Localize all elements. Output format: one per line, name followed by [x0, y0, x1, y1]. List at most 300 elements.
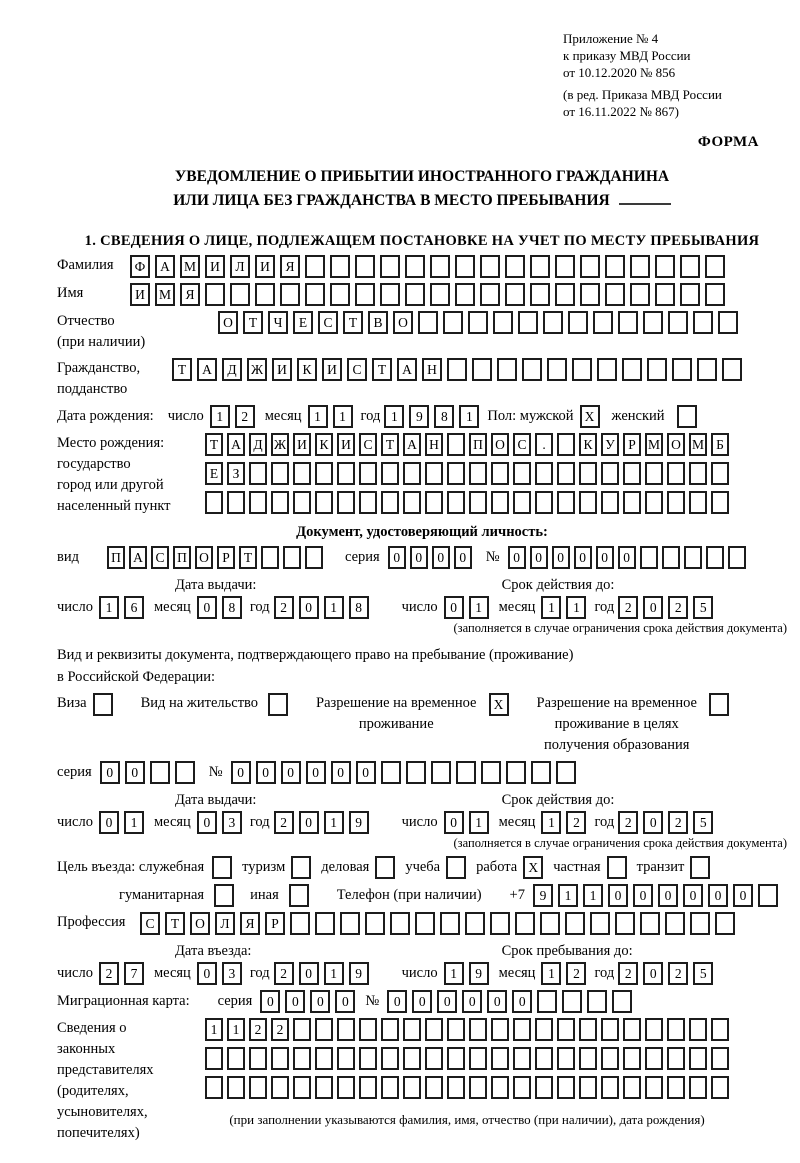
form-cell: [315, 462, 333, 485]
form-cell: 0: [388, 546, 406, 569]
form-cell: X: [489, 693, 509, 716]
entry-date-heading: Дата въезда:: [175, 943, 252, 959]
form-cell: Т: [381, 433, 399, 456]
form-cell: [601, 1076, 619, 1099]
year-label: год: [249, 965, 270, 981]
purpose-row: [57, 856, 787, 879]
doc-issue-month-cells: [197, 596, 242, 619]
form-cell: [446, 856, 466, 879]
form-cell: [271, 491, 289, 514]
form-cell: 0: [299, 596, 319, 619]
identity-doc-heading: Документ, удостоверяющий личность:: [296, 524, 548, 540]
purpose-official-checkbox: [212, 856, 232, 879]
form-cell: [405, 255, 425, 278]
form-cell: С: [347, 358, 367, 381]
validity-note: (заполняется в случае ограничения срока действия документа): [453, 621, 787, 635]
form-cell: [689, 462, 707, 485]
form-cell: [359, 1076, 377, 1099]
section1-heading: 1. СВЕДЕНИЯ О ЛИЦЕ, ПОДЛЕЖАЩЕМ ПОСТАНОВКЕ НА УЧЕТ ПО МЕСТУ ПРЕБЫВАНИЯ: [84, 233, 760, 249]
month-label: месяц: [498, 814, 536, 830]
migration-card-label: Миграционная карта:: [57, 993, 190, 1009]
purpose-private-label: частная: [553, 859, 601, 875]
form-cell: 1: [324, 811, 344, 834]
form-cell: [315, 491, 333, 514]
form-cell: [557, 433, 575, 456]
doc-valid-year-cells: [618, 596, 713, 619]
form-cell: [381, 462, 399, 485]
form-cell: [330, 255, 350, 278]
form-cell: [597, 358, 617, 381]
migration-card-series-cells: [260, 990, 355, 1013]
form-cell: С: [151, 546, 169, 569]
form-cell: [293, 1018, 311, 1041]
form-cell: [630, 255, 650, 278]
form-cell: Л: [230, 255, 250, 278]
form-cell: [150, 761, 170, 784]
form-cell: [645, 1047, 663, 1070]
form-cell: [337, 462, 355, 485]
form-cell: [557, 462, 575, 485]
form-cell: [615, 912, 635, 935]
form-cell: [447, 358, 467, 381]
sex-female-checkbox: [677, 405, 697, 428]
entry-stay-dates: [57, 942, 787, 985]
form-cell: В: [368, 311, 388, 334]
form-cell: [667, 462, 685, 485]
doc-issue-day-cells: [99, 596, 144, 619]
form-cell: 2: [618, 811, 638, 834]
profession-cells: [140, 912, 735, 935]
residence-valid-day-cells: [444, 811, 489, 834]
day-label: число: [57, 965, 93, 981]
temp-residence-checkbox: [489, 693, 509, 716]
sex-male-label: Пол: мужской: [487, 408, 574, 424]
temp-residence-edu-option: [537, 693, 729, 756]
form-cell: 2: [566, 962, 586, 985]
form-cell: [623, 1018, 641, 1041]
form-cell: 0: [99, 811, 119, 834]
form-cell: К: [297, 358, 317, 381]
form-cell: [214, 884, 234, 907]
migration-card-number-cells: [387, 990, 632, 1013]
annex-line-3: от 10.12.2020 № 856: [563, 65, 676, 80]
form-cell: [555, 255, 575, 278]
form-cell: [469, 491, 487, 514]
representatives-note: (при заполнении указываются фамилия, имя, отчество (при наличии), дата рождения): [229, 1112, 705, 1127]
form-cell: Т: [239, 546, 257, 569]
form-cell: 0: [306, 761, 326, 784]
patronymic-label: [57, 311, 218, 353]
entry-date-col: [57, 942, 369, 985]
form-cell: [680, 283, 700, 306]
form-cell: [271, 1047, 289, 1070]
birthplace-cells: [205, 433, 729, 514]
form-cell: [547, 358, 567, 381]
temp-residence-label-line-2: проживание: [358, 716, 434, 732]
form-cell: К: [579, 433, 597, 456]
form-cell: [513, 462, 531, 485]
form-cell: Б: [711, 433, 729, 456]
citizenship-label: [57, 358, 172, 400]
form-cell: [465, 912, 485, 935]
form-cell: [579, 1076, 597, 1099]
form-cell: 0: [708, 884, 728, 907]
form-cell: [249, 462, 267, 485]
form-cell: И: [322, 358, 342, 381]
surname-row: [57, 255, 787, 278]
form-cell: [643, 311, 663, 334]
form-cell: [469, 462, 487, 485]
form-cell: [455, 283, 475, 306]
year-label: год: [249, 599, 270, 615]
form-cell: [403, 1018, 421, 1041]
form-cell: 0: [618, 546, 636, 569]
citizenship-cells: [172, 358, 742, 381]
form-cell: 0: [356, 761, 376, 784]
day-label: число: [401, 965, 438, 981]
surname-cells: [130, 255, 725, 278]
birth-day-cells: [210, 405, 255, 428]
form-cell: [315, 1018, 333, 1041]
form-cell: 0: [410, 546, 428, 569]
residence-doc-types: [57, 693, 787, 756]
form-cell: [381, 761, 401, 784]
form-cell: [579, 491, 597, 514]
form-cell: [340, 912, 360, 935]
form-cell: [230, 283, 250, 306]
form-cell: [693, 311, 713, 334]
number-label: №: [208, 764, 223, 780]
form-cell: [430, 283, 450, 306]
form-cell: 0: [437, 990, 457, 1013]
temp-residence-label: [316, 693, 476, 735]
form-cell: [280, 283, 300, 306]
form-cell: 1: [444, 962, 464, 985]
form-cell: [555, 283, 575, 306]
month-label: месяц: [153, 599, 191, 615]
form-cell: [612, 990, 632, 1013]
form-cell: [227, 491, 245, 514]
form-cell: [540, 912, 560, 935]
form-cell: [593, 311, 613, 334]
form-cell: [535, 1018, 553, 1041]
residence-issue-year-cells: [274, 811, 369, 834]
form-cell: [645, 1018, 663, 1041]
doc-number-label: №: [485, 549, 500, 565]
purpose-tourism-label: туризм: [242, 859, 286, 875]
form-cell: 9: [349, 962, 369, 985]
form-cell: [93, 693, 113, 716]
birth-date-label: Дата рождения:: [57, 408, 154, 424]
purpose-study-checkbox: [446, 856, 466, 879]
form-cell: [330, 283, 350, 306]
doc-valid-until-line: [402, 596, 714, 619]
purpose-other-label: иная: [250, 887, 279, 903]
form-cell: 1: [583, 884, 603, 907]
form-cell: [568, 311, 588, 334]
form-cell: [440, 912, 460, 935]
form-cell: [293, 1047, 311, 1070]
temp-residence-label-line-1: Разрешение на временное: [316, 695, 477, 711]
form-cell: [728, 546, 746, 569]
series-label: серия: [57, 764, 92, 780]
month-label: месяц: [153, 814, 191, 830]
residence-doc-line-2: в Российской Федерации:: [57, 669, 216, 685]
form-cell: [359, 491, 377, 514]
form-cell: 1: [541, 596, 561, 619]
form-cell: [505, 255, 525, 278]
form-cell: С: [513, 433, 531, 456]
form-cell: [403, 1047, 421, 1070]
form-cell: [513, 491, 531, 514]
form-cell: 2: [668, 962, 688, 985]
form-cell: И: [337, 433, 355, 456]
form-cell: [556, 761, 576, 784]
form-cell: [622, 358, 642, 381]
form-cell: 3: [222, 811, 242, 834]
doc-kind-cells: [107, 546, 323, 569]
form-cell: [315, 1076, 333, 1099]
temp-residence-edu-label: [537, 693, 697, 756]
form-cell: И: [255, 255, 275, 278]
form-cell: [315, 1047, 333, 1070]
form-cell: [711, 462, 729, 485]
month-label: месяц: [498, 599, 536, 615]
form-cell: .: [535, 433, 553, 456]
doc-issue-date-line: [57, 596, 369, 619]
form-cell: [607, 856, 627, 879]
form-cell: 0: [231, 761, 251, 784]
form-cell: И: [293, 433, 311, 456]
citizenship-row: [57, 358, 787, 400]
form-cell: [289, 884, 309, 907]
representatives-row-3: [205, 1076, 729, 1099]
stay-year-cells: [618, 962, 713, 985]
form-cell: [623, 1047, 641, 1070]
form-cell: [557, 1047, 575, 1070]
form-cell: [605, 255, 625, 278]
visa-checkbox: [93, 693, 113, 716]
form-cell: 0: [454, 546, 472, 569]
residence-permit-checkbox: [268, 693, 288, 716]
form-cell: 2: [618, 596, 638, 619]
form-cell: [205, 1076, 223, 1099]
form-cell: 2: [274, 962, 294, 985]
year-label: год: [360, 408, 381, 424]
form-cell: Т: [205, 433, 223, 456]
validity-note: (заполняется в случае ограничения срока действия документа): [453, 836, 787, 850]
temp-residence-edu-label-line-3: получения образования: [544, 737, 690, 753]
entry-month-cells: [197, 962, 242, 985]
form-cell: Ж: [271, 433, 289, 456]
form-cell: [689, 1076, 707, 1099]
form-cell: 1: [324, 596, 344, 619]
form-cell: [381, 491, 399, 514]
form-cell: [505, 283, 525, 306]
purpose-row-2: [119, 884, 787, 907]
form-cell: [518, 311, 538, 334]
residence-valid-until-col: [402, 791, 714, 834]
form-cell: [557, 1018, 575, 1041]
form-cell: 1: [324, 962, 344, 985]
form-cell: 2: [274, 596, 294, 619]
form-cell: Ф: [130, 255, 150, 278]
form-cell: [337, 1018, 355, 1041]
annex-line-2: к приказу МВД России: [563, 48, 691, 63]
residence-doc-paragraph: [57, 644, 787, 688]
form-cell: 1: [566, 596, 586, 619]
form-cell: Д: [249, 433, 267, 456]
year-label: год: [594, 965, 615, 981]
title-blank-line: [619, 189, 671, 205]
form-cell: К: [315, 433, 333, 456]
form-cell: [601, 1047, 619, 1070]
form-cell: [425, 1018, 443, 1041]
form-cell: [690, 856, 710, 879]
form-cell: [380, 255, 400, 278]
form-cell: [667, 1047, 685, 1070]
annex-line-1: Приложение № 4: [563, 31, 659, 46]
month-label: месяц: [498, 965, 536, 981]
residence-issue-day-cells: [99, 811, 144, 834]
form-cell: С: [140, 912, 160, 935]
form-cell: 8: [434, 405, 454, 428]
patronymic-label-line-1: Отчество: [57, 313, 115, 329]
form-cell: 0: [643, 962, 663, 985]
form-cell: 0: [125, 761, 145, 784]
form-cell: [711, 491, 729, 514]
doc-valid-day-cells: [444, 596, 489, 619]
form-cell: [579, 462, 597, 485]
form-cell: 2: [566, 811, 586, 834]
form-cell: [443, 311, 463, 334]
form-cell: [469, 1076, 487, 1099]
series-label: серия: [217, 993, 253, 1009]
form-cell: [381, 1018, 399, 1041]
birthplace-label-line-2: государство: [57, 456, 131, 472]
temp-residence-edu-label-line-2: проживание в целях: [554, 716, 679, 732]
residence-valid-month-cells: [541, 811, 586, 834]
form-cell: 9: [469, 962, 489, 985]
residence-valid-until-line: [402, 811, 714, 834]
form-cell: X: [523, 856, 543, 879]
form-cell: Д: [222, 358, 242, 381]
form-cell: 0: [512, 990, 532, 1013]
form-cell: 8: [349, 596, 369, 619]
form-cell: [645, 462, 663, 485]
form-cell: [447, 433, 465, 456]
visa-option: [57, 693, 113, 756]
form-cell: 1: [469, 596, 489, 619]
entry-year-cells: [274, 962, 369, 985]
form-cell: [255, 283, 275, 306]
birthplace-label-line-1: Место рождения:: [57, 435, 165, 451]
form-cell: 0: [335, 990, 355, 1013]
issue-date-heading: Дата выдачи:: [175, 792, 257, 808]
form-cell: [535, 491, 553, 514]
form-cell: [493, 311, 513, 334]
form-cell: [480, 255, 500, 278]
form-cell: 0: [387, 990, 407, 1013]
form-cell: [718, 311, 738, 334]
form-cell: [290, 912, 310, 935]
form-cell: [175, 761, 195, 784]
representatives-cells: [205, 1018, 729, 1128]
stay-day-cells: [444, 962, 489, 985]
form-cell: Е: [293, 311, 313, 334]
form-cell: Я: [180, 283, 200, 306]
form-cell: [390, 912, 410, 935]
day-label: число: [57, 599, 93, 615]
year-label: год: [594, 599, 615, 615]
form-cell: 7: [124, 962, 144, 985]
form-cell: [684, 546, 702, 569]
form-cell: [268, 693, 288, 716]
form-cell: 0: [197, 596, 217, 619]
form-cell: [447, 1018, 465, 1041]
form-cell: 0: [331, 761, 351, 784]
form-cell: [655, 255, 675, 278]
form-cell: [522, 358, 542, 381]
birth-date-row: [57, 405, 787, 428]
form-cell: О: [667, 433, 685, 456]
month-label: месяц: [153, 965, 191, 981]
form-cell: [403, 462, 421, 485]
birth-month-cells: [308, 405, 353, 428]
birthplace-row-2: [205, 462, 729, 485]
form-cell: [337, 1047, 355, 1070]
form-cell: 1: [210, 405, 230, 428]
residence-issue-date-col: [57, 791, 369, 834]
form-cell: [531, 761, 551, 784]
form-cell: П: [173, 546, 191, 569]
form-cell: 0: [508, 546, 526, 569]
form-cell: М: [689, 433, 707, 456]
form-cell: 0: [608, 884, 628, 907]
representatives-label: [57, 1018, 205, 1144]
form-cell: [405, 283, 425, 306]
visa-label: Виза: [57, 695, 87, 711]
form-cell: 5: [693, 811, 713, 834]
residence-valid-year-cells: [618, 811, 713, 834]
form-cell: [623, 462, 641, 485]
form-cell: [580, 283, 600, 306]
form-cell: О: [393, 311, 413, 334]
form-cell: 0: [643, 596, 663, 619]
form-cell: О: [491, 433, 509, 456]
form-cell: [515, 912, 535, 935]
form-cell: О: [218, 311, 238, 334]
form-cell: [305, 255, 325, 278]
form-cell: [565, 912, 585, 935]
form-cell: 3: [222, 962, 242, 985]
form-cell: [706, 546, 724, 569]
number-label: №: [365, 993, 380, 1009]
form-cell: [491, 1076, 509, 1099]
form-cell: [425, 1076, 443, 1099]
temp-residence-edu-checkbox: [709, 693, 729, 716]
form-cell: Т: [243, 311, 263, 334]
form-cell: [506, 761, 526, 784]
form-cell: 6: [124, 596, 144, 619]
day-label: число: [401, 599, 438, 615]
doc-issue-date-col: [57, 576, 369, 619]
form-cell: [375, 856, 395, 879]
day-label: число: [401, 814, 438, 830]
form-cell: 0: [412, 990, 432, 1013]
form-cell: [456, 761, 476, 784]
form-cell: [572, 358, 592, 381]
